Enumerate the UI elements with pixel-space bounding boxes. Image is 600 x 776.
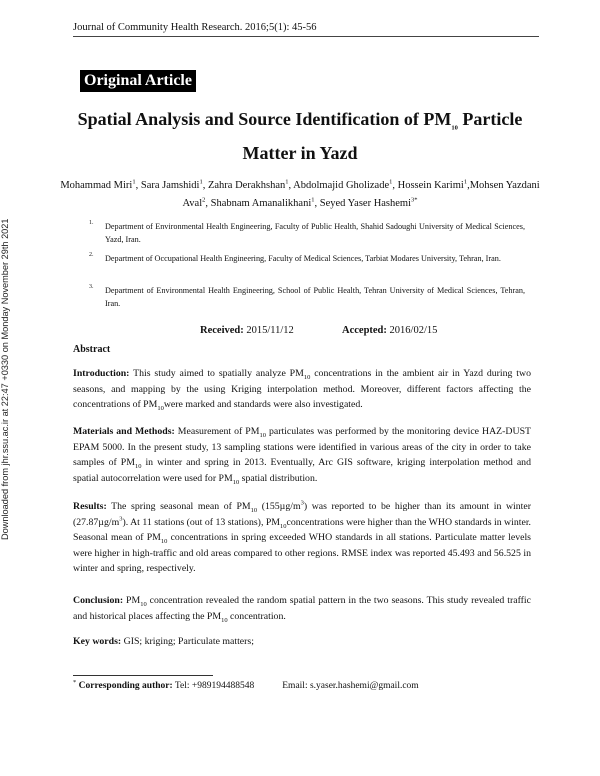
- download-watermark: Downloaded from jhr.ssu.ac.ir at 22:47 +0330 on Monday November 29th 2021: [0, 218, 10, 540]
- authors-line-2: [60, 196, 540, 211]
- affiliation-2: 2. Department of Occupational Health Engineering, Faculty of Medical Sciences, Tarbiat Modares University, Tehran, Iran.: [89, 252, 501, 263]
- title-line-2: Matter in Yazd: [242, 143, 358, 163]
- author: Shabnam Amanalikhani$^1$,: [210, 196, 318, 209]
- author-email[interactable]: Email: s.yaser.hashemi@gmail.com: [282, 681, 419, 691]
- author: Sara Jamshidi$^1$,: [140, 178, 206, 191]
- abstract-conclusion: Conclusion: $PM_{10}$ concentration revealed the random spatial pattern in the two seasons. This study revealed traffic and historical places affecting the $PM_{10}$ concentration.: [73, 595, 532, 624]
- header-rule: [73, 36, 539, 37]
- author: Mohammad Miri$^1$,: [60, 178, 139, 191]
- corresponding-author-footnote: * Corresponding author: Tel: +989194488548 Email: s.yaser.hashemi@gmail.com: [73, 678, 419, 691]
- author: Aval$^2$,: [182, 196, 208, 209]
- footnote-rule: [73, 675, 213, 676]
- abstract-heading: Abstract: [73, 344, 111, 355]
- journal-header: Journal of Community Health Research. 2016;5(1): 45-56: [73, 22, 317, 33]
- article-type-badge: Original Article: [80, 70, 196, 92]
- author: Hossein Karimi$^1$,: [397, 178, 470, 191]
- abstract-methods: Materials and Methods: Measurement of $PM_{10}$ particulates was performed by the monitoring device HAZ-DUST EPAM 5000. In the present study, 13 sampling stations were identified in various areas of the city in order to take samples of $PM_{10}$ in winter and spring in 2013. Eventually, Arc GIS software, kriging interpolation method and spatial autocorrelation were used for $PM_{10}$ spatial distribution.: [73, 426, 531, 486]
- accepted-date: Accepted: 2016/02/15: [342, 325, 438, 336]
- author: Seyed Yaser Hashemi$^{3*}$: [319, 196, 418, 209]
- author: Mohsen Yazdani: [469, 180, 540, 191]
- abstract-introduction: Introduction: This study aimed to spatially analyze $PM_{10}$ concentrations in the ambient air in Yazd during two seasons, and mapping by the using Kriging interpolation method. Moreover, different factors affecting the concentrations of $PM_{10}were$ marked and standards were also investigated.: [73, 368, 531, 413]
- author: Zahra Derakhshan$^1$,: [207, 178, 292, 191]
- received-date: Received: 2015/11/12: [200, 325, 294, 336]
- affiliation-3: 3. Department of Environmental Health Engineering, School of Public Health, Tehran University of Medical Sciences, Tehran, Iran.: [89, 284, 525, 308]
- authors-line-1: [60, 178, 540, 193]
- title-line-1: Spatial Analysis and Source Identification of $PM_{10}$ Particle: [77, 109, 523, 132]
- author: Abdolmajid Gholizade$^1$,: [293, 178, 395, 191]
- keywords: Key words: GIS; kriging; Particulate matters;: [73, 636, 254, 647]
- affiliation-1: 1. Department of Environmental Health Engineering, Faculty of Public Health, Shahid Sadoughi University of Medical Sciences, Yazd, Iran.: [89, 220, 525, 244]
- abstract-results: Results: The spring seasonal mean of $PM_{10}$ $(155\mu g/m^3)$ was reported to be higher than its amount in winter $(27.87\mu g/m^3)$. At 11 stations (out of 13 stations), $PM_{10}concentrations$ were higher than the WHO standards in winter. Seasonal mean of $PM_{10}$ concentrations in spring exceeded WHO standards in all stations. Particulate matter levels were higher in high-traffic and old areas compared to other regions. RMSE index was reported 45.493 and 56.525 in winter and spring, respectively.: [73, 499, 532, 575]
